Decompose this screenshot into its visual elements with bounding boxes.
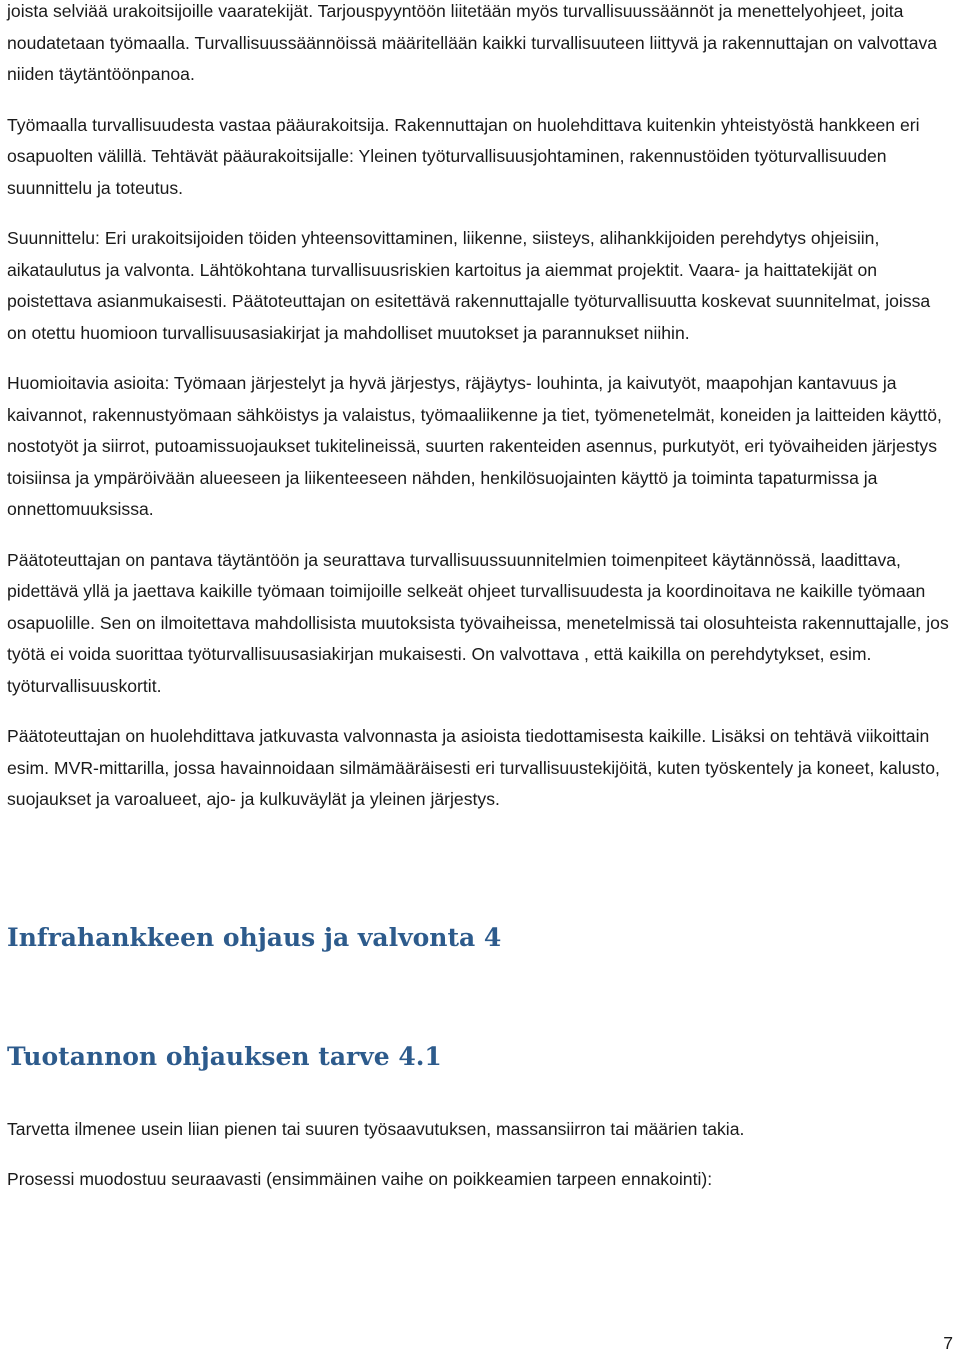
- heading-production-control-need: Tuotannon ohjauksen tarve 4.1: [7, 1041, 442, 1071]
- paragraph-main-contractor-safety: Työmaalla turvallisuudesta vastaa pääurakoitsija. Rakennuttajan on huolehdittava kuitenkin yhteistyöstä hankkeen eri osapuolten välillä. Tehtävät pääurakoitsijalle: Yleinen työturvallisuusjohtaminen, rakennustöiden työturvallisuuden suunnittelu ja toteutus.: [7, 114, 920, 198]
- paragraph-subcontractor-hazards: joista selviää urakoitsijoille vaaratekijät. Tarjouspyyntöön liitetään myös turvallisuussäännöt ja menettelyohjeet, joita noudatetaan työmaalla. Turvallisuussäännöissä määritellään kaikki turvallisuuteen liittyvä ja rakennuttajan on valvottava niiden täytäntöönpanoa.: [7, 1, 938, 84]
- paragraph-monitoring: Päätoteuttajan on huolehdittava jatkuvasta valvonnasta ja asioista tiedottamisesta kaikille. Lisäksi on tehtävä viikoittain esim. MVR-mittarilla, jossa havainnoidaan silmämääräisesti eri turvallisuustekijöitä, kuten työskentely ja koneet, kalusto, suojaukset ja varoalueet, ajo- ja kulkuväylät ja yleinen järjestys.: [7, 726, 940, 809]
- paragraph-planning: Suunnittelu: Eri urakoitsijoiden töiden yhteensovittaminen, liikenne, siisteys, alihankkijoiden perehdytys ohjeisiin, aikataulutus ja valvonta. Lähtökohtana turvallisuusriskien kartoitus ja aiemmat projektit. Vaara- ja haittatekijät on poistettava asianmukaisesti. Päätoteuttajan on esitettävä rakennuttajalle työturvallisuutta koskevat suunnitelmat, joissa on otettu huomioon turvallisuusasiakirjat ja mahdolliset muutokset ja parannukset niihin.: [7, 228, 931, 343]
- paragraph-implementation: Päätoteuttajan on pantava täytäntöön ja seurattava turvallisuussuunnitelmien toimenpiteet käytännössä, laadittava, pidettävä yllä ja jaettava kaikille työmaan toimijoille selkeät ohjeet turvallisuudesta ja koordinoitava ne kaikille työmaan osapuolille. Sen on ilmoitettava mahdollisista muutoksista työvaiheissa, menetelmissä tai olosuhteista rakennuttajalle, jos työtä ei voida suorittaa työturvallisuusasiakirjan mukaisesti. On valvottava , että kaikilla on perehdytykset, esim. työturvallisuuskortit.: [7, 549, 949, 696]
- page-number: 7: [943, 1333, 953, 1353]
- heading-infra-project-control: Infrahankkeen ohjaus ja valvonta 4: [7, 922, 502, 952]
- paragraph-need-arises: Tarvetta ilmenee usein liian pienen tai suuren työsaavutuksen, massansiirron tai määrien takia.: [7, 1118, 745, 1139]
- paragraph-process-intro: Prosessi muodostuu seuraavasti (ensimmäinen vaihe on poikkeamien tarpeen ennakointi):: [7, 1169, 713, 1189]
- paragraph-considerations: Huomioitavia asioita: Työmaan järjestelyt ja hyvä järjestys, räjäytys- louhinta, ja kaivutyöt, maapohjan kantavuus ja kaivannot, rakennustyömaan sähköistys ja valaistus, työmaaliikenne ja tiet, työmenetelmät, koneiden ja laitteiden käyttö, nostotyöt ja siirrot, putoamissuojaukset tukitelineissä, suurten rakenteiden asennus, purkutyöt, eri työvaiheiden järjestys toisiinsa ja ympäröivään alueeseen ja liikenteeseen nähden, henkilösuojainten käyttö ja toiminta tapaturmissa ja onnettomuuksissa.: [7, 373, 942, 519]
- document-page: [7, 0, 953, 1196]
